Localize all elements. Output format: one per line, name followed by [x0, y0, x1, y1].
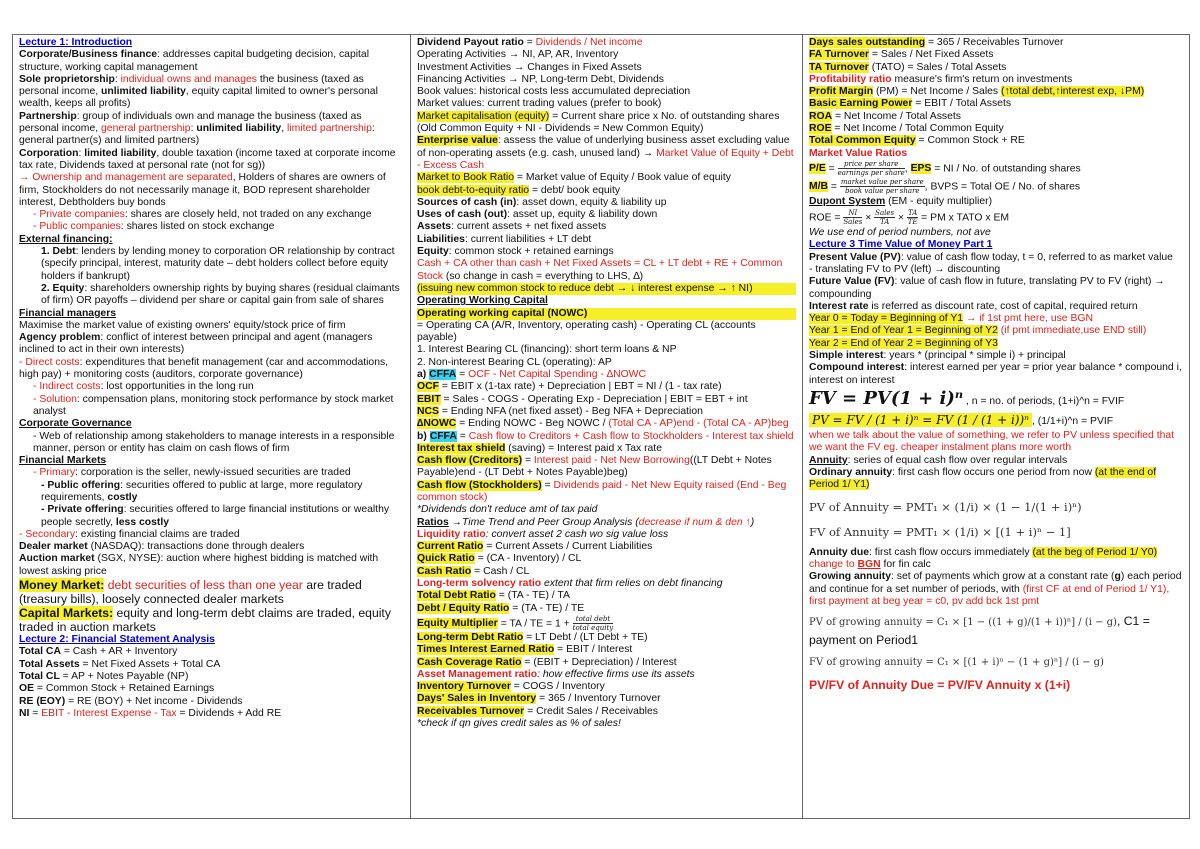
auction-market: Auction market (SGX, NYSE): auction where highest bidding is matched with lowest asking price [19, 553, 379, 577]
ordinary-annuity: Ordinary annuity: first cash flow occurs one period from now (at the end of Period 1/ Y1) [809, 467, 1157, 491]
market-values: Market values: current trading values (prefer to book) [417, 98, 662, 110]
financial-managers-heading: Financial managers [19, 307, 117, 319]
pv-annuity-formula: PV of Annuity = PMT₁ × (1/i) × (1 − 1/(1 + i)ⁿ) [809, 499, 1082, 514]
maximise-note: Maximise the market value of existing owners' equity/stock price of firm [19, 319, 346, 331]
corporate-finance-def: Corporate/Business finance: addresses capital budgeting decision, capital structure, working capital management [19, 49, 370, 73]
pv-growing-annuity: PV of growing annuity = C₁ × [1 − ((1 + g)/(1 + i))ⁿ] / (i − g), C1 = payment on Period1 [809, 614, 1150, 648]
lecture-1-heading: Lecture 1: Introduction [19, 37, 133, 48]
dupont-system: Dupont System (EM - equity multiplier) [809, 196, 993, 208]
total-common-equity: Total Common Equity = Common Stock + RE [809, 135, 1025, 147]
nowc-def: = Operating CA (A/R, Inventory, operating cash) - Operating CL (accounts payable) [417, 319, 756, 344]
financing-activities: Financing Activities → NP, Long-term Debt, Dividends [417, 73, 664, 85]
private-offering: - Private offering: securities offered to large financial institutions or wealthy people secretly, less costly [41, 504, 390, 528]
private-companies: - Private companies: shares are closely held, not traded on any exchange [33, 209, 372, 221]
total-ca: Total CA = Cash + AR + Inventory [19, 646, 178, 658]
year-1: Year 1 = End of Year 1 = Beginning of Y2 (if pmt immediate,use END still) [809, 325, 1147, 337]
market-to-book: Market to Book Ratio = Market value of Equity / Book value of equity [417, 172, 731, 184]
dividend-payout: Dividend Payout ratio = Dividends / Net income [417, 37, 643, 48]
book-debt-equity: book debt-to-equity ratio = debt/ book equity [417, 184, 621, 196]
oe-formula: OE = Common Stock + Retained Earnings [19, 683, 215, 695]
times-interest-earned: Times Interest Earned Ratio = EBIT / Interest [417, 644, 633, 656]
roe-formula: ROE = Net Income / Total Common Equity [809, 123, 1004, 135]
fa-turnover: FA Turnover = Sales / Net Fixed Assets [809, 49, 994, 61]
ratios-line: Ratios →Time Trend and Peer Group Analysis (decrease if num & den ↑) [417, 516, 755, 528]
inventory-turnover: Inventory Turnover = COGS / Inventory [417, 681, 605, 693]
owc-heading: Operating Working Capital [417, 295, 548, 307]
cffa-b: b) CFFA = Cash flow to Creditors + Cash flow to Stockholders - Interest tax shield [417, 430, 794, 442]
book-values: Book values: historical costs less accumulated depreciation [417, 86, 691, 98]
fv-formula: FV = PV(1 + i)ⁿ , n = no. of periods, (1+i)^n = FVIF [809, 387, 1125, 409]
ocf-formula: OCF = EBIT x (1-tax rate) + Depreciation | EBT = NI / (1 - tax rate) [417, 381, 722, 393]
dealer-market: Dealer market (NASDAQ): transactions done through dealers [19, 541, 305, 553]
column-3 [803, 35, 1190, 818]
solution: - Solution: compensation plans, monitoring stock performance by stock market analyst [33, 393, 394, 417]
days-sales-outstanding: Days sales outstanding = 365 / Receivables Turnover [809, 37, 1064, 48]
capital-markets: Capital Markets: equity and long-term debt claims are traded, equity traded in auction markets [19, 606, 391, 635]
column-1 [13, 35, 411, 818]
equity-def: Equity: common stock + retained earnings [417, 246, 614, 258]
credit-sales-note: *check if qn gives credit sales as % of sales! [417, 718, 621, 730]
total-debt-ratio: Total Debt Ratio = (TA - TE) / TA [417, 590, 570, 602]
market-value-ratios: Market Value Ratios [809, 147, 908, 159]
pv-note: when we talk about the value of something, we refer to PV unless specified that we want the FV eg. cheaper instalment plans more worth [809, 430, 1175, 454]
investment-activities: Investment Activities → Changes in Fixed Assets [417, 61, 642, 73]
issuing-stock-note: (issuing new common stock to reduce debt → ↓ interest expense → ↑ NI) [417, 283, 796, 295]
compound-interest: Compound interest: interest earned per year = prior year balance * compound i, interest on interest [809, 362, 1182, 386]
year-2: Year 2 = End of Year 2 = Beginning of Y3 [809, 337, 998, 349]
ebit-formula: EBIT = Sales - COGS - Operating Exp - Depreciation | EBIT = EBT + int [417, 393, 748, 405]
lecture-3-heading: Lecture 3 Time Value of Money Part 1 [809, 239, 993, 251]
secondary-market: - Secondary: existing financial claims are traded [19, 528, 240, 540]
days-sales-inventory: Days' Sales in Inventory = 365 / Inventory Turnover [417, 693, 661, 705]
growing-annuity: Growing annuity: set of payments which grow at a constant rate (g) each period and continue for a set number of periods, with (first CF at end of Period 1/ Y1), first payment at beg year = c0, pv add bck 1st pmt [809, 571, 1182, 607]
receivables-turnover: Receivables Turnover = Credit Sales / Receivables [417, 705, 658, 717]
fv-annuity-formula: FV of Annuity = PMT₁ × (1/i) × [(1 + i)ⁿ − 1] [809, 524, 1071, 539]
primary-market: - Primary: corporation is the seller, newly-issued securities are traded [33, 467, 351, 479]
equity-multiplier: Equity Multiplier = TA / TE = 1 + $\frac{\text{total debt}}{\text{total equity}}$ [417, 614, 614, 632]
pe-eps-line: P/E = $\frac{\text{price per share}}{\text{earnings per share}}$ , EPS = NI / No. of outstanding shares [809, 159, 1081, 177]
roa-formula: ROA = Net Income / Total Assets [809, 110, 961, 122]
fv-growing-annuity: FV of growing annuity = C₁ × [(1 + i)ⁿ − (1 + g)ⁿ] / (i − g) [809, 657, 1104, 669]
cash-ratio: Cash Ratio = Cash / CL [417, 565, 530, 577]
interest-tax-shield: Interest tax shield (saving) = Interest paid x Tax rate [417, 442, 662, 454]
present-value: Present Value (PV): value of cash flow today, t = 0, referred to as market value [809, 251, 1173, 263]
annuity-due: Annuity due: first cash flow occurs immediately (at the beg of Period 1/ Y0) change to BGN for fin calc [809, 546, 1158, 570]
ni-formula: NI = EBIT - Interest Expense - Tax = Dividends + Add RE [19, 707, 282, 719]
dupont-formula: ROE = $\frac{NI}{\text{Sales}}$ × $\frac{\text{Sales}}{TA}$ × $\frac{TA}{TE}$ = PM x TATO x EM [809, 208, 1010, 226]
interest-rate: Interest rate is referred as discount rate, cost of capital, required return [809, 300, 1138, 312]
agency-problem: Agency problem: conflict of interest between principal and agent (managers inclined to act in their own interests) [19, 332, 373, 356]
sources-of-cash: Sources of cash (in): asset down, equity & liability up [417, 196, 667, 208]
discounting-note: - translating FV to PV (left) → discounting [809, 263, 1001, 275]
nowc-label: Operating working capital (NOWC) [417, 308, 796, 320]
cash-identity: Cash + CA other than cash + Net Fixed Assets = CL + LT debt + RE + Common Stock (so change in cash = everything to LHS, ∆) [417, 258, 783, 282]
year-0: Year 0 = Today = Beginning of Y1 → if 1st pmt here, use BGN [809, 313, 1093, 325]
pv-formula: PV = FV / (1 + i)ⁿ = FV (1 / (1 + i))ⁿ , (1/1+i)^n = PVIF [809, 413, 1184, 428]
annuity-def: Annuity: series of equal cash flow over regular intervals [809, 454, 1068, 466]
cash-flow-stockholders: Cash flow (Stockholders) = Dividends paid - Net New Equity raised (End - Beg common stock) [417, 479, 787, 503]
assets-def: Assets: current assets + net fixed assets [417, 221, 607, 233]
delta-nowc: ∆NOWC = Ending NOWC - Beg NOWC / (Total CA - AP)end - (Total CA - AP)beg [417, 418, 789, 430]
corporate-governance-heading: Corporate Governance [19, 418, 132, 430]
sole-proprietorship-def: Sole proprietorship: individual owns and manages the business (taxed as personal income, unlimited liability, equity capital limited to owner's personal wealth, keeps all profits) [19, 73, 378, 110]
governance-note: - Web of relationship among stakeholders to manage interests in a responsible manner, person or entity has claim on cash flows of firm [33, 430, 395, 454]
column-2 [411, 35, 803, 818]
cffa-a: a) CFFA = OCF - Net Capital Spending - ∆NOWC [417, 369, 646, 381]
interest-bearing-cl: 1. Interest Bearing CL (financing): short term loans & NP [417, 344, 677, 356]
total-assets: Total Assets = Net Fixed Assets + Total CA [19, 658, 221, 670]
ta-turnover: TA Turnover (TATO) = Sales / Total Assets [809, 61, 1007, 73]
end-period-note: We use end of period numbers, not ave [809, 227, 991, 239]
external-financing-heading: External financing: [19, 233, 113, 245]
dividends-note: *Dividends don't reduce amt of tax paid [417, 504, 598, 516]
total-cl: Total CL = AP + Notes Payable (NP) [19, 670, 189, 682]
ncs-formula: NCS = Ending NFA (net fixed asset) - Beg NFA + Depreciation [417, 405, 703, 417]
money-market: Money Market: debt securities of less than one year are traded (treasury bills), loosely connected dealer markets [19, 578, 362, 607]
long-term-debt-ratio: Long-term Debt Ratio = LT Debt / (LT Debt + TE) [417, 631, 648, 643]
debt-equity-ratio: Debt / Equity Ratio = (TA - TE) / TE [417, 602, 585, 614]
direct-costs: - Direct costs: expenditures that benefit management (car and accommodations, high pay) + monitoring costs (auditors, corporate governance) [19, 356, 389, 381]
cash-flow-creditors: Cash flow (Creditors) = Interest paid - Net New Borrowing((LT Debt + Notes Payable)end - (LT Debt + Notes Payable)beg) [417, 455, 772, 479]
liquidity-ratio: Liquidity ratio: convert asset 2 cash wo sig value loss [417, 528, 669, 540]
corporation-def: Corporation: limited liability, double taxation (income taxed at corporate income tax rate, Dividends taxed at personal rate (not for sg)) [19, 147, 396, 171]
public-companies: - Public companies: shares listed on stock exchange [33, 221, 275, 233]
cheat-sheet [12, 34, 1190, 819]
financial-markets-heading: Financial Markets [19, 455, 107, 467]
uses-of-cash: Uses of cash (out): asset up, equity & liability down [417, 209, 658, 221]
liabilities-def: Liabilities: current liabilities + LT debt [417, 233, 592, 245]
re-formula: RE (EOY) = RE (BOY) + Net income - Dividends [19, 695, 243, 707]
equity-item: 2. Equity: shareholders ownership rights by buying shares (residual claimants of firm) OR payoffs – dividend per share or capital gain from sale of shares [41, 282, 400, 307]
long-term-solvency: Long-term solvency ratio extent that firm relies on debt financing [417, 578, 723, 590]
future-value: Future Value (FV): value of cash flow in future, translating PV to FV (right) → compounding [809, 276, 1165, 300]
enterprise-value: Enterprise value: assess the value of underlying business asset excluding value of non-operating assets (e.g. cash, unused land) → Market Value of Equity + Debt - Excess Cash [417, 135, 794, 171]
non-interest-cl: 2. Non-interest Bearing CL (operating): AP [417, 356, 612, 368]
quick-ratio: Quick Ratio = (CA - Inventory) / CL [417, 553, 582, 565]
asset-management-ratio: Asset Management ratio: how effective firms use its assets [417, 668, 695, 680]
public-offering: - Public offering: securities offered to public at large, more regulatory requirements, costly [41, 479, 363, 503]
mb-bvps-line: M/B = $\frac{\text{market value per share}}{\text{book value per share}}$ , BVPS = Total OE / No. of shares [809, 178, 1081, 196]
cash-coverage-ratio: Cash Coverage Ratio = (EBIT + Depreciation) / Interest [417, 656, 677, 668]
annuity-due-formula: PV/FV of Annuity Due = PV/FV Annuity x (1+i) [809, 678, 1071, 693]
lecture-2-heading: Lecture 2: Financial Statement Analysis [19, 634, 215, 646]
operating-activities: Operating Activities → NI, AP, AR, Inventory [417, 49, 619, 61]
partnership-def: Partnership: group of individuals own and manage the business (taxed as personal income, general partnership: unlimited liability, limited partnership: general partner(s) and limited partners) [19, 110, 375, 147]
market-cap: Market capitalisation (equity) = Current share price x No. of outstanding shares (Old Common Equity + NI - Dividends = New Common Equity) [417, 110, 780, 135]
profit-margin: Profit Margin (PM) = Net Income / Sales (↑total debt,↑interest exp, ↓PM) [809, 86, 1145, 98]
profitability-ratio: Profitability ratio measure's firm's return on investments [809, 73, 1073, 85]
basic-earning-power: Basic Earning Power = EBIT / Total Assets [809, 98, 1012, 110]
current-ratio: Current Ratio = Current Assets / Current Liabilities [417, 541, 653, 553]
simple-interest: Simple interest: years * (principal * simple i) + principal [809, 349, 1066, 361]
indirect-costs: - Indirect costs: lost opportunities in the long run [33, 381, 254, 393]
ownership-note: → Ownership and management are separated, Holders of shares are owners of firm, Stockholders do not necessarily manage it, BOD represent shareholder interest, Debtholders buy bonds [19, 172, 386, 208]
debt-item: 1. Debt: lenders by lending money to corporation OR relationship by contract (specify principal, interest, maturity date – debt holders collect before equity holders if bankrupt) [41, 246, 395, 282]
